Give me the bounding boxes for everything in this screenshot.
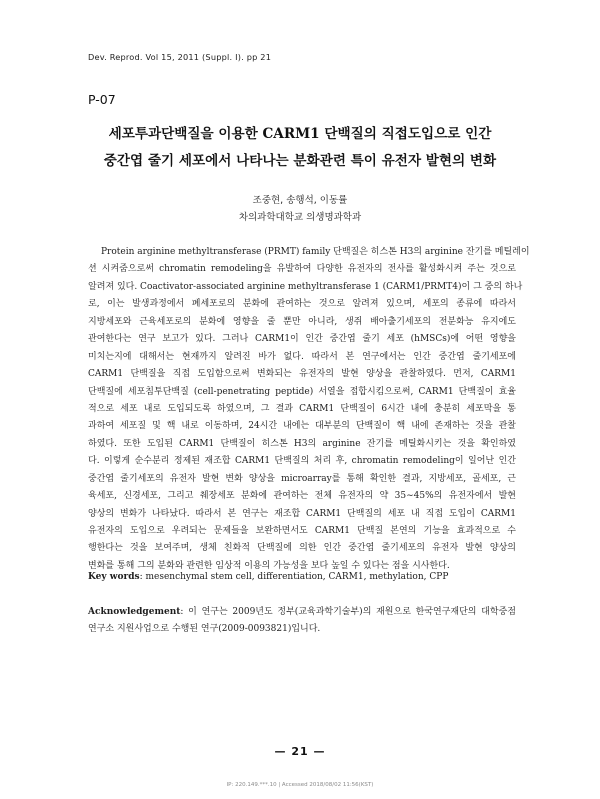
title-line-2: 중간엽 줄기 세포에서 나타나는 분화관련 특이 유전자 발현의 변화 xyxy=(103,153,497,169)
abstract-line: 션 시켜줌으로써 chromatin remodeling을 유발하여 다양한 유전자의 전사를 활성화시켜 주는 것으로 xyxy=(88,264,516,275)
abstract-line: 행한다는 것을 보여주며, 생체 친화적 단백질에 의한 인간 중간엽 줄기세포의 유전자 발현 양상의 xyxy=(88,543,516,554)
abstract-line: 다. 이렇게 순수분리 정제된 재조합 CARM1 단백질의 처리 후, chromatin remodeling이 일어난 인간 xyxy=(88,456,516,467)
abstract-line: 미치는지에 대해서는 현재까지 알려진 바가 없다. 따라서 본 연구에서는 인간 중간엽 줄기세포에 xyxy=(88,351,516,362)
abstract-line: 하였다. 또한 도입된 CARM1 단백질이 히스톤 H3의 arginine 잔기를 메틸화시키는 것을 확인하였 xyxy=(88,438,516,449)
abstract-line: CARM1 단백질을 직접 도입함으로써 변화되는 유전자의 발현 양상을 관찰하였다. 먼저, CARM1 xyxy=(88,369,516,380)
authors: 조중현, 송행석, 이동률 xyxy=(252,195,348,206)
acknowledgement xyxy=(88,604,516,638)
abstract-line: 지방세포와 근육세포로의 분화에 영향을 줄 뿐만 아니라, 생쥐 배아출기세포의 전분화능 유지에도 xyxy=(88,316,516,327)
abstract-line: 중간엽 줄기세포의 유전자 발현 변화 양상을 microarray를 통해 확인한 결과, 지방세포, 골세포, 근 xyxy=(88,473,516,484)
poster-id: P-07 xyxy=(88,92,116,107)
title-line-1: 세포투과단백질을 이용한 CARM1 단백질의 직접도입으로 인간 xyxy=(108,126,492,142)
abstract-line: 양상의 변화가 나타났다. 따라서 본 연구는 재조합 CARM1 단백질의 세포 내 직접 도입이 CARM1 xyxy=(88,508,516,519)
abstract-line: 알려져 있다. Coactivator-associated arginine methyltransferase 1 (CARM1/PRMT4)이 그 중의 하나 xyxy=(88,281,523,292)
abstract-line: 유전자의 도입으로 우려되는 문제들을 보완하면서도 CARM1 단백질 본연의 기능을 효과적으로 수 xyxy=(88,526,516,536)
acknowledgement-label: Acknowledgement xyxy=(88,607,181,617)
abstract-line: Protein arginine methyltransferase (PRMT) family 단백질은 히스톤 H3의 arginine 잔기를 메틸레이 xyxy=(101,247,530,257)
affiliation: 차의과학대학교 의생명과학과 xyxy=(238,212,362,223)
abstract xyxy=(88,244,530,575)
abstract-line: 로, 이는 발생과정에서 폐세포로의 분화에 관여하는 것으로 알려져 있으며, 세포의 종류에 따라서 xyxy=(88,299,516,310)
acknowledgement-line-2: 연구소 지원사업으로 수행된 연구(2009-0093821)입니다. xyxy=(88,624,321,634)
keywords-label: Key words xyxy=(88,572,140,582)
access-stamp: IP: 220.149.***.10 | Accessed 2018/08/02 11:56(KST) xyxy=(226,782,374,788)
keywords xyxy=(88,572,516,582)
abstract-line: 적으로 세포 내로 도입되도록 하였으며, 그 결과 CARM1 단백질이 6시간 내에 충분히 세포막을 통 xyxy=(88,403,516,414)
abstract-line: 과하여 세포질 및 핵 내로 이동하며, 24시간 내에는 대부분의 단백질이 핵 내에 존재하는 것을 관찰 xyxy=(88,421,516,432)
abstract-line: 육세포, 신경세포, 그리고 췌장세포 분화에 관여하는 전체 유전자의 약 35∼45%의 유전자에서 발현 xyxy=(88,491,516,502)
page-number: — 21 — xyxy=(274,745,326,758)
abstract-line: 변화를 통해 그의 분화와 관련한 임상적 이용의 가능성을 보다 높일 수 있다는 점을 시사한다. xyxy=(88,560,450,571)
keywords-text: : mesenchymal stem cell, differentiation, CARM1, methylation, CPP xyxy=(139,572,449,582)
acknowledgement-line-1 xyxy=(88,604,516,621)
journal-reference: Dev. Reprod. Vol 15, 2011 (Suppl. I). pp 21 xyxy=(88,52,272,62)
acknowledgement-text: : 이 연구는 2009년도 정부(교육과학기술부)의 재원으로 한국연구재단의 대학중점 xyxy=(180,607,516,617)
abstract-line: 관여한다는 연구 보고가 있다. 그러나 CARM1이 인간 중간엽 줄기 세포 (hMSCs)에 어떤 영향을 xyxy=(88,334,516,345)
abstract-line: 단백질에 세포침투단백질 (cell-penetrating peptide) 서열을 접합시킴으로써, CARM1 단백질이 효율 xyxy=(88,386,516,397)
